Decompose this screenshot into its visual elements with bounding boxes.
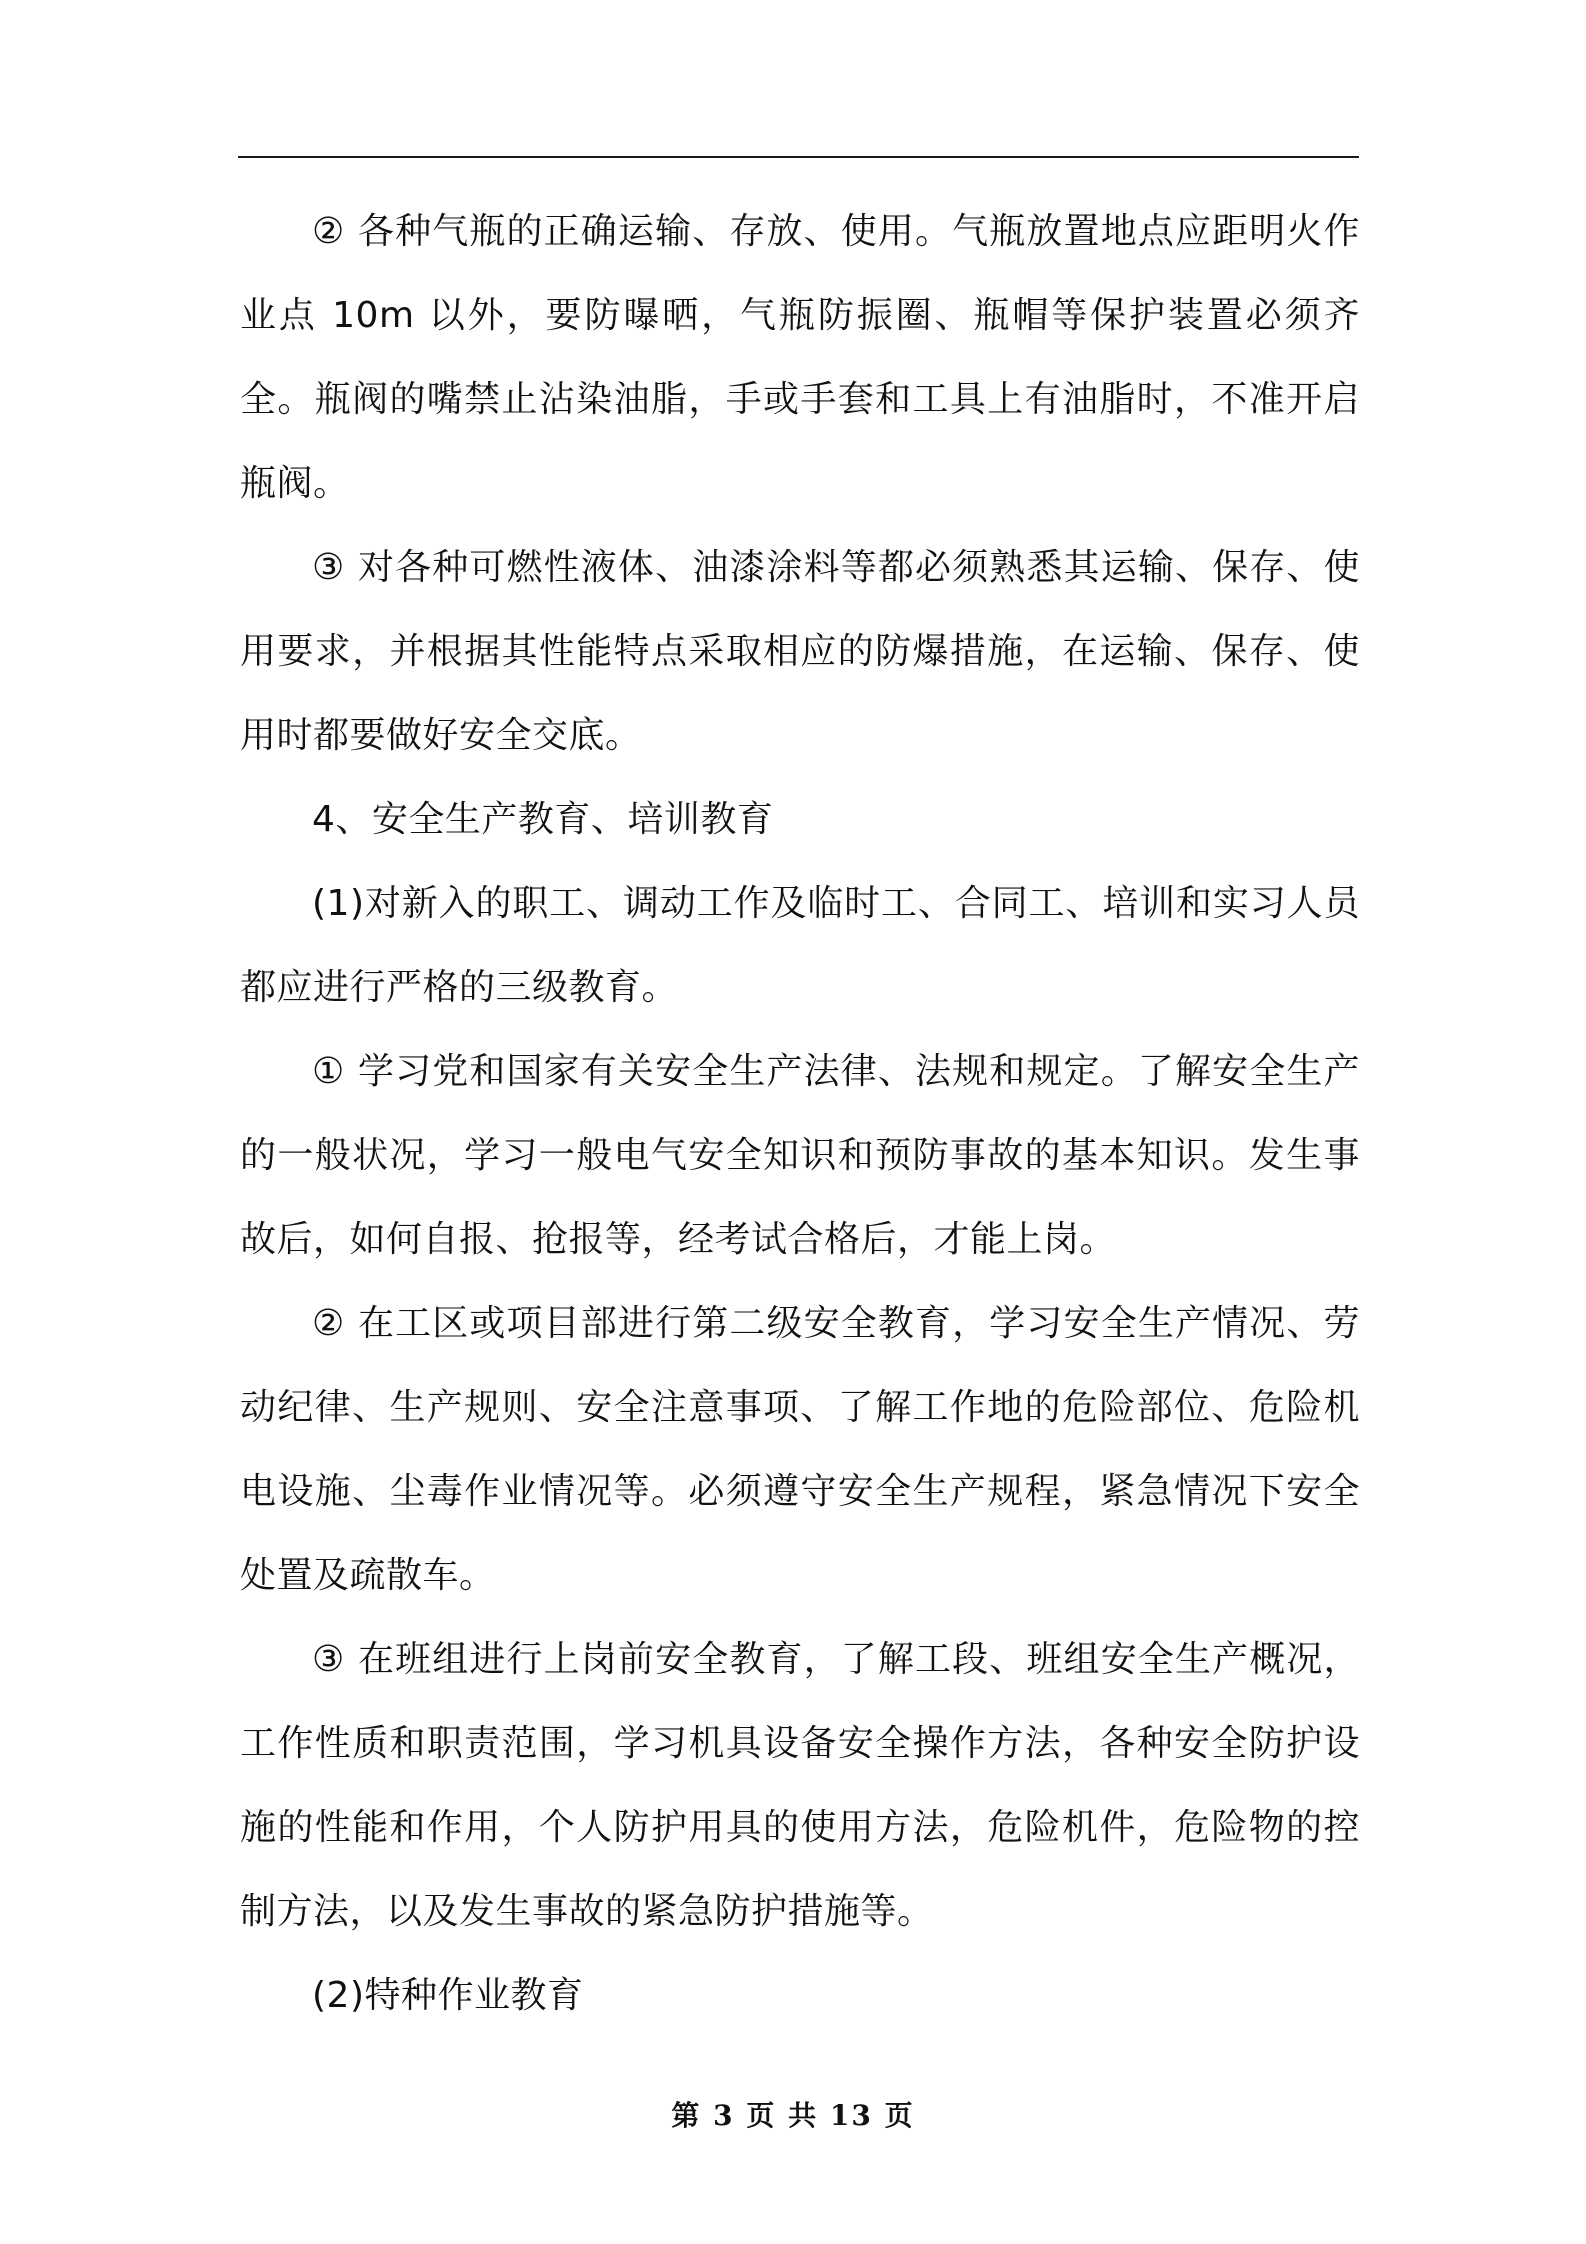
paragraph-level-one: ① 学习党和国家有关安全生产法律、法规和规定。了解安全生产的一般状况，学习一般电气安全知识和预防事故的基本知识。发生事故后，如何自报、抢报等，经考试合格后，才能上岗。 [240, 1051, 1360, 1260]
footer-suffix: 页 [872, 2099, 915, 2132]
footer-total-pages: 13 [829, 2099, 873, 2132]
paragraph-level-two: ② 在工区或项目部进行第二级安全教育，学习安全生产情况、劳动纪律、生产规则、安全注意事项、了解工作地的危险部位、危险机电设施、尘毒作业情况等。必须遵守安全生产规程，紧急情况下安全处置及疏散车。 [240, 1303, 1360, 1596]
page-footer [0, 2094, 1586, 2134]
footer-prefix: 第 [671, 2099, 714, 2132]
document-body [240, 190, 1360, 2038]
paragraph-three-level-education: (1)对新入的职工、调动工作及临时工、合同工、培训和实习人员都应进行严格的三级教育。 [240, 883, 1360, 1008]
header-rule [238, 156, 1359, 158]
footer-current-page: 3 [713, 2099, 735, 2132]
paragraph-level-three: ③ 在班组进行上岗前安全教育，了解工段、班组安全生产概况，工作性质和职责范围，学习机具设备安全操作方法，各种安全防护设施的性能和作用，个人防护用具的使用方法，危险机件，危险物的控制方法，以及发生事故的紧急防护措施等。 [240, 1639, 1360, 1932]
paragraph-gas-cylinder: ② 各种气瓶的正确运输、存放、使用。气瓶放置地点应距明火作业点 10m 以外，要防曝晒，气瓶防振圈、瓶帽等保护装置必须齐全。瓶阀的嘴禁止沾染油脂，手或手套和工具上有油脂时，不准开启瓶阀。 [240, 211, 1360, 504]
section-heading-safety-education: 4、安全生产教育、培训教育 [312, 799, 774, 840]
paragraph-flammable-liquids: ③ 对各种可燃性液体、油漆涂料等都必须熟悉其运输、保存、使用要求，并根据其性能特点采取相应的防爆措施，在运输、保存、使用时都要做好安全交底。 [240, 547, 1360, 756]
footer-middle: 页 共 [734, 2099, 830, 2132]
subheading-special-operations: (2)特种作业教育 [312, 1975, 584, 2016]
